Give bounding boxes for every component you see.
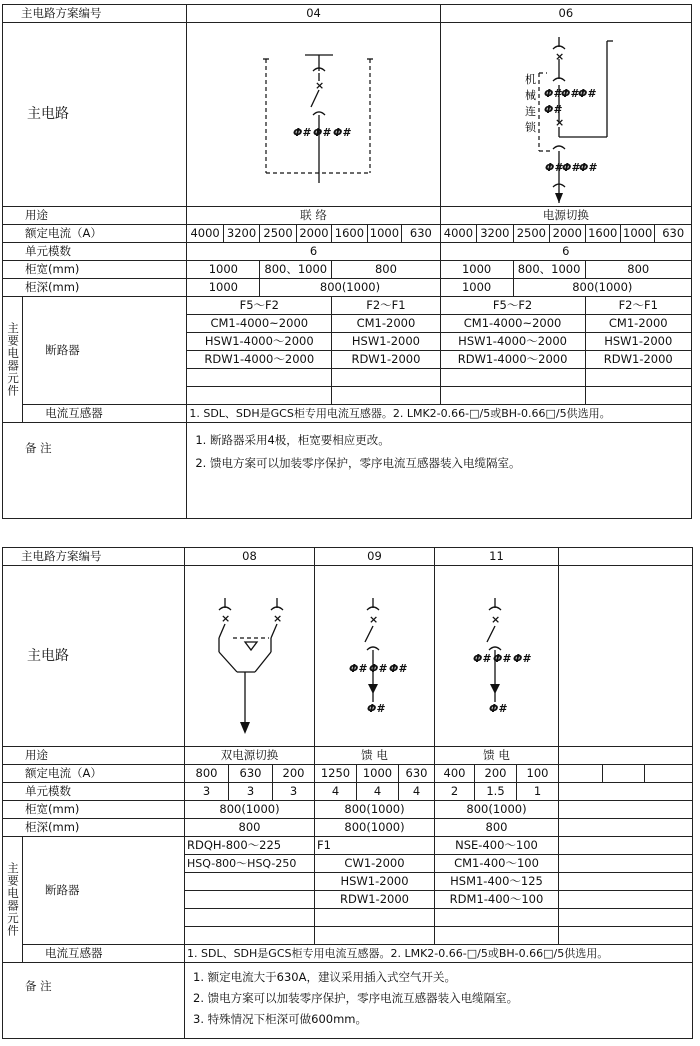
ct-symbol-1: Φ# — [293, 126, 311, 139]
depth-label: 柜深(mm) — [3, 279, 187, 297]
diagram-09 — [315, 566, 435, 747]
svg-text:Φ#: Φ# — [543, 103, 561, 116]
interlock-char-4: 锁 — [524, 121, 536, 134]
svg-text:Φ#: Φ# — [493, 652, 511, 665]
scheme-04: 04 — [187, 5, 440, 23]
rated-current-cell: 630 — [655, 225, 692, 243]
breaker-cell: CM1-400～100 — [435, 855, 559, 873]
rated-current-cell: 630 — [229, 765, 273, 783]
module-cell: 4 — [315, 783, 357, 801]
purpose-06: 电源切换 — [440, 207, 691, 225]
breaker-cell: RDW1-2000 — [585, 351, 691, 369]
svg-text:×: × — [554, 116, 564, 129]
rated-current-empty — [603, 765, 645, 783]
diagram-06 — [440, 23, 691, 207]
rated-current-cell: 2500 — [260, 225, 296, 243]
ct-symbol: Φ# — [369, 662, 387, 675]
svg-text:×: × — [369, 613, 379, 626]
width-label: 柜宽(mm) — [3, 261, 187, 279]
rated-current-cell: 400 — [435, 765, 475, 783]
breaker-cell-empty — [332, 369, 440, 387]
interlock-char-2: 械 — [524, 89, 536, 102]
breaker-cell: HSW1-2000 — [585, 333, 691, 351]
rated-current-cell: 4000 — [187, 225, 223, 243]
breaker-cell: RDQH-800～225 — [185, 837, 315, 855]
module-label: 单元模数 — [3, 783, 185, 801]
depth-label: 柜深(mm) — [3, 819, 185, 837]
module-04: 6 — [187, 243, 440, 261]
remark-line: 2. 馈电方案可以加装零序保护，零序电流互感器装入电缆隔室。 — [195, 456, 521, 470]
module-cell: 1.5 — [475, 783, 517, 801]
depth-cell: 800(1000) — [513, 279, 691, 297]
scheme-11: 11 — [435, 548, 559, 566]
module-cell: 1 — [517, 783, 559, 801]
svg-text:Φ#Φ#Φ#: Φ#Φ#Φ# — [543, 87, 595, 100]
rated-current-cell: 1000 — [367, 225, 401, 243]
purpose-label: 用途 — [3, 747, 185, 765]
breaker-cell-empty — [440, 369, 585, 387]
width-cell: 800(1000) — [315, 801, 435, 819]
ct-symbol: Φ# — [349, 662, 367, 675]
ct-note: 1. SDL、SDH是GCS柜专用电流互感器。2. LMK2-0.66-□/5或BH-0.66□/5供选用。 — [185, 945, 693, 963]
diagram-04 — [187, 23, 440, 207]
scheme-table-2 — [2, 547, 693, 1039]
depth-cell: 1000 — [187, 279, 260, 297]
svg-text:Φ#Φ#Φ#: Φ#Φ#Φ# — [544, 161, 596, 174]
svg-text:×: × — [221, 612, 231, 625]
breaker-cell: RDW1-2000 — [315, 891, 435, 909]
remarks — [187, 423, 692, 519]
rated-current-cell: 630 — [402, 225, 441, 243]
breaker-cell-empty — [332, 387, 440, 405]
circuit-04-svg — [187, 23, 439, 206]
remarks-label: 备 注 — [3, 423, 187, 519]
breaker-cell: RDM1-400～100 — [435, 891, 559, 909]
breaker-cell: F2～F1 — [585, 297, 691, 315]
breaker-cell-empty — [585, 387, 691, 405]
rated-current-label: 额定电流（A） — [3, 225, 187, 243]
module-empty — [559, 783, 693, 801]
diagram-08 — [185, 566, 315, 747]
breaker-cell: CM1-2000 — [332, 315, 440, 333]
main-circuit-label: 主电路 — [3, 23, 187, 207]
width-empty — [559, 801, 693, 819]
depth-cell: 800 — [435, 819, 559, 837]
width-cell: 800 — [585, 261, 691, 279]
module-cell: 3 — [185, 783, 229, 801]
breaker-cell: F5～F2 — [187, 297, 332, 315]
ct-symbol-2: Φ# — [313, 126, 331, 139]
breaker-empty — [559, 927, 693, 945]
rated-current-cell: 3200 — [477, 225, 513, 243]
purpose-11: 馈 电 — [435, 747, 559, 765]
module-cell: 3 — [229, 783, 273, 801]
breaker-cell — [185, 873, 315, 891]
module-cell: 4 — [399, 783, 435, 801]
breaker-empty — [315, 927, 435, 945]
purpose-label: 用途 — [3, 207, 187, 225]
scheme-table-1 — [2, 4, 692, 519]
breaker-cell: F1 — [315, 837, 435, 855]
breaker-cell: HSQ-800～HSQ-250 — [185, 855, 315, 873]
breaker-cell: F5～F2 — [440, 297, 585, 315]
remark-line: 1. 额定电流大于630A，建议采用插入式空气开关。 — [193, 970, 456, 984]
rated-current-cell: 2000 — [296, 225, 331, 243]
scheme-08: 08 — [185, 548, 315, 566]
breaker-empty — [435, 909, 559, 927]
breaker-label: 断路器 — [23, 837, 185, 945]
module-cell: 4 — [357, 783, 399, 801]
purpose-empty — [559, 747, 693, 765]
module-label: 单元模数 — [3, 243, 187, 261]
breaker-cell — [185, 891, 315, 909]
purpose-08: 双电源切换 — [185, 747, 315, 765]
breaker-empty — [315, 909, 435, 927]
breaker-empty — [559, 837, 693, 855]
scheme-number-label: 主电路方案编号 — [3, 5, 187, 23]
circuit-09-svg — [315, 566, 435, 746]
module-cell: 2 — [435, 783, 475, 801]
diagram-11 — [435, 566, 559, 747]
rated-current-cell: 1250 — [315, 765, 357, 783]
breaker-cell: RDW1-4000～2000 — [187, 351, 332, 369]
rated-current-cell: 3200 — [223, 225, 259, 243]
scheme-empty — [559, 548, 693, 566]
rated-current-cell: 630 — [399, 765, 435, 783]
component-label: 主要电器元件 — [3, 837, 23, 963]
breaker-cell: HSW1-4000～2000 — [440, 333, 585, 351]
rated-current-cell: 1600 — [332, 225, 367, 243]
ct-symbol: Φ# — [389, 662, 407, 675]
depth-cell: 800(1000) — [260, 279, 440, 297]
depth-cell: 800 — [185, 819, 315, 837]
rated-current-empty — [559, 765, 603, 783]
breaker-empty — [559, 891, 693, 909]
breaker-empty — [559, 873, 693, 891]
purpose-04: 联 络 — [187, 207, 440, 225]
svg-text:×: × — [273, 612, 283, 625]
remark-line: 1. 断路器采用4极，柜宽要相应更改。 — [195, 433, 390, 447]
ct-label: 电流互感器 — [23, 405, 187, 423]
rated-current-cell: 1000 — [620, 225, 654, 243]
rated-current-cell: 800 — [185, 765, 229, 783]
svg-text:×: × — [315, 79, 325, 92]
breaker-cell-empty — [585, 369, 691, 387]
breaker-cell: CW1-2000 — [315, 855, 435, 873]
svg-text:Φ#: Φ# — [513, 652, 531, 665]
depth-empty — [559, 819, 693, 837]
breaker-cell: CM1-4000~2000 — [440, 315, 585, 333]
breaker-cell-empty — [187, 387, 332, 405]
breaker-cell: CM1-2000 — [585, 315, 691, 333]
breaker-cell: CM1-4000~2000 — [187, 315, 332, 333]
breaker-empty — [559, 855, 693, 873]
width-cell: 1000 — [440, 261, 513, 279]
rated-current-cell: 1000 — [357, 765, 399, 783]
interlock-char-1: 机 — [524, 73, 536, 86]
breaker-empty — [559, 909, 693, 927]
breaker-label: 断路器 — [23, 297, 187, 405]
width-cell: 800、1000 — [260, 261, 332, 279]
breaker-cell: HSW1-2000 — [315, 873, 435, 891]
scheme-number-label: 主电路方案编号 — [3, 548, 185, 566]
main-circuit-label: 主电路 — [3, 566, 185, 747]
svg-text:Φ#: Φ# — [367, 702, 385, 715]
circuit-06-svg — [441, 23, 692, 206]
breaker-cell: F2～F1 — [332, 297, 440, 315]
rated-current-cell: 2500 — [513, 225, 549, 243]
module-cell: 3 — [273, 783, 315, 801]
remark-line: 2. 馈电方案可以加装零序保护，零序电流互感器装入电缆隔室。 — [193, 991, 519, 1005]
circuit-11-svg — [435, 566, 559, 746]
depth-cell: 1000 — [440, 279, 513, 297]
width-label: 柜宽(mm) — [3, 801, 185, 819]
remark-line: 3. 特殊情况下柜深可做600mm。 — [193, 1012, 367, 1026]
circuit-08-svg — [185, 566, 315, 746]
remarks-label: 备 注 — [3, 963, 185, 1039]
scheme-09: 09 — [315, 548, 435, 566]
width-cell: 800(1000) — [435, 801, 559, 819]
svg-text:×: × — [491, 613, 501, 626]
breaker-cell: HSM1-400～125 — [435, 873, 559, 891]
width-cell: 800、1000 — [513, 261, 585, 279]
rated-current-label: 额定电流（A） — [3, 765, 185, 783]
rated-current-cell: 1600 — [585, 225, 620, 243]
remarks — [185, 963, 693, 1039]
breaker-cell: HSW1-4000～2000 — [187, 333, 332, 351]
breaker-empty — [185, 927, 315, 945]
breaker-cell: RDW1-4000～2000 — [440, 351, 585, 369]
component-label: 主要电器元件 — [3, 297, 23, 423]
rated-current-cell: 4000 — [440, 225, 476, 243]
width-cell: 800(1000) — [185, 801, 315, 819]
depth-cell: 800(1000) — [315, 819, 435, 837]
ct-label: 电流互感器 — [23, 945, 185, 963]
breaker-empty — [435, 927, 559, 945]
svg-text:×: × — [554, 50, 564, 63]
module-06: 6 — [440, 243, 691, 261]
width-cell: 800 — [332, 261, 440, 279]
rated-current-empty — [645, 765, 693, 783]
breaker-empty — [185, 909, 315, 927]
rated-current-cell: 100 — [517, 765, 559, 783]
width-cell: 1000 — [187, 261, 260, 279]
diagram-empty — [559, 566, 693, 747]
rated-current-cell: 200 — [475, 765, 517, 783]
svg-text:Φ#: Φ# — [473, 652, 491, 665]
interlock-char-3: 连 — [524, 105, 536, 118]
ct-note: 1. SDL、SDH是GCS柜专用电流互感器。2. LMK2-0.66-□/5或BH-0.66□/5供选用。 — [187, 405, 692, 423]
ct-symbol-3: Φ# — [333, 126, 351, 139]
rated-current-cell: 200 — [273, 765, 315, 783]
breaker-cell: HSW1-2000 — [332, 333, 440, 351]
breaker-cell: NSE-400～100 — [435, 837, 559, 855]
svg-text:Φ#: Φ# — [489, 702, 507, 715]
purpose-09: 馈 电 — [315, 747, 435, 765]
rated-current-cell: 2000 — [550, 225, 585, 243]
breaker-cell-empty — [187, 369, 332, 387]
breaker-cell-empty — [440, 387, 585, 405]
scheme-06: 06 — [440, 5, 691, 23]
breaker-cell: RDW1-2000 — [332, 351, 440, 369]
